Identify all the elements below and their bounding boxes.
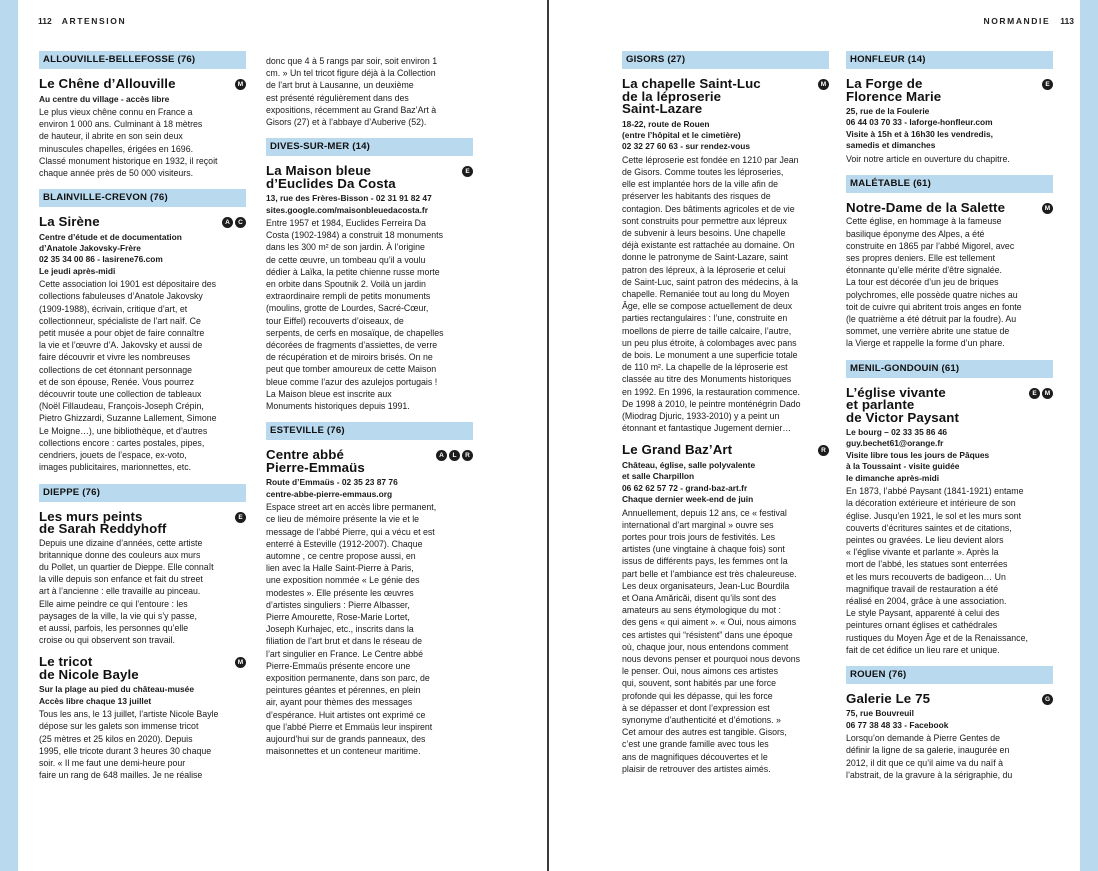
entry-title-row <box>39 216 246 229</box>
listing-entry <box>846 78 1053 165</box>
entry-practical-info: 18-22, route de Rouen (entre l’hôpital et le cimetière) 02 32 27 60 63 - sur rendez-vous <box>622 118 751 152</box>
column-1 <box>39 51 246 781</box>
right-page-header <box>983 16 1074 26</box>
category-badge-icon: E <box>462 166 473 177</box>
entry-badges <box>235 78 246 90</box>
category-badge-icon: C <box>235 217 246 228</box>
entry-badges <box>1042 78 1053 90</box>
section-heading: ESTEVILLE (76) <box>266 422 473 440</box>
section-heading: MENIL-GONDOUIN (61) <box>846 360 1053 378</box>
entry-practical-info: Le bourg – 02 33 35 86 46 guy.bechet61@orange.fr Visite libre tous les jours de Pâques à la Toussaint - visite guidée le dimanche après-midi <box>846 427 990 483</box>
book-gutter <box>547 0 549 871</box>
entry-badges <box>222 216 246 228</box>
section-heading: DIEPPE (76) <box>39 484 246 502</box>
entry-title: La chapelle Saint-Luc de la léproserie Saint-Lazare <box>622 76 761 116</box>
entry-title: Le Chêne d’Allouville <box>39 76 176 91</box>
right-running-head: NORMANDIE <box>983 16 1051 26</box>
entry-practical-info: 13, rue des Frères-Bisson - 02 31 91 82 47 sites.google.com/maisonbleuedacosta.fr <box>266 193 432 215</box>
entry-practical-info: Route d’Emmaüs - 02 35 23 87 76 centre-abbe-pierre-emmaus.org <box>266 477 398 499</box>
entry-title-row <box>622 78 829 116</box>
entry-title: Notre-Dame de la Salette <box>846 199 1006 215</box>
entry-description: Cette association loi 1901 est dépositaire des collections fabuleuses d’Anatole Jakovsky (1909-1988), écrivain, critique d’art, et collectionneur, spécialiste de l’art naïf. Ce petit musée a pour objet de faire connaître la vie et l’œuvre d’A. Jakovsky et aussi de faire découvrir et vivre les nombreuses collections de cet étonnant personnage et de son épouse, Renée. Vous pourrez découvrir toute une collection de tableaux (Noël Fillaudeau, François-Joseph Crépin, Pietro Ghizzardi, Suzanne Lallement, Simone Le Moigne…), une bibliothèque, et d’autres collections encore : cartes postales, pipes, cendriers, jouets de l’espace, ex-voto, images publicitaires, marionnettes, etc. <box>39 279 217 473</box>
listing-entry <box>39 78 246 179</box>
entry-description: Cette église, en hommage à la fameuse basilique éponyme des Alpes, a été construite en 1865 par l’abbé Migorel, avec ses propres deniers. Elle est tellement étonnante qu’elle mérite d’être signalée. La tour est décorée d’un jeu de briques polychromes, elle possède quatre niches au toit de cuivre qui abritent trois anges en fonte (le quatrième a été détruit par la foudre). Au sommet, une verrière abrite une statue de la Vierge et rappelle la forme d’un phare. <box>846 216 1022 349</box>
listing-entry <box>39 216 246 473</box>
entry-title-row <box>846 384 1053 425</box>
entry-description: En 1873, l’abbé Paysant (1841-1921) entame la décoration extérieure et intérieure de son église. Jusqu’en 1921, le sol et les murs sont couverts d’écritures saintes et de citations, peintes ou gravées. Le lieu devient alors « l’église vivante et parlante ». Après la mort de l’abbé, les statues sont enterrées et les murs recouverts de badigeon… Un magnifique travail de restauration a été réalisé en 2004, grâce à une association. Le style Paysant, apparenté à celui des peintures ornant églises et cathédrales rustiques du Moyen Âge et de la Renaissance, fait de cet édifice un lieu rare et unique. <box>846 486 1028 655</box>
category-badge-icon: A <box>436 450 447 461</box>
right-page-number: 113 <box>1060 16 1074 26</box>
entry-description: Le plus vieux chêne connu en France a environ 1 000 ans. Culminant à 18 mètres de hauteur, il abrite en son sein deux minuscules chapelles, érigées en 1696. Classé monument historique en 1932, il reçoit chaque année près de 50 000 visiteurs. <box>39 106 218 178</box>
entry-badges <box>235 656 246 668</box>
entry-badges <box>1042 202 1053 214</box>
entry-practical-info: 25, rue de la Foulerie 06 44 03 70 33 - laforge-honfleur.com Visite à 15h et à 16h30 les vendredis, samedis et dimanches <box>846 106 993 151</box>
listing-entry <box>846 384 1053 656</box>
listing-entry <box>846 199 1053 350</box>
category-badge-icon: M <box>818 79 829 90</box>
section-heading: ALLOUVILLE-BELLEFOSSE (76) <box>39 51 246 69</box>
entry-title-row <box>846 78 1053 103</box>
listing-entry <box>39 508 246 647</box>
entry-description: Espace street art en accès libre permanent, ce lieu de mémoire présente la vie et le message de l’abbé Pierre, qui a vécu et est enterré à Esteville (1912-2007). Chaque automne , ce centre propose aussi, en lien avec la Halle Saint-Pierre à Paris, une exposition nommée « Le génie des modestes ». Elle présente les œuvres d’artistes singuliers : Pierre Albasser, Pierre Amourette, Rose-Marie Lortet, Joseph Kurhajec, etc., inscrits dans la filiation de l’art brut et dans le réseau de l’art singulier en France. Le Centre abbé Pierre-Emmaüs présente encore une exposition permanente, dans son parc, de peintures géantes et pérennes, en plein air, ayant pour thèmes des messages d’espérance. Huit artistes ont exprimé ce que l’abbé Pierre et Emmaüs leur inspirent aujourd’hui sur de grands panneaux, des maisonnettes et un conteneur maritime. <box>266 502 437 757</box>
section-heading: MALÉTABLE (61) <box>846 175 1053 193</box>
entry-badges <box>818 78 829 90</box>
category-badge-icon: M <box>235 657 246 668</box>
entry-practical-info: Centre d’étude et de documentation d’Anatole Jakovsky-Frère 02 35 34 00 86 - lasirene76.com Le jeudi après-midi <box>39 231 182 276</box>
category-badge-icon: M <box>1042 203 1053 214</box>
section-heading: ROUEN (76) <box>846 666 1053 684</box>
entry-badges <box>235 511 246 523</box>
entry-title-row <box>846 199 1053 215</box>
listing-entry <box>266 165 473 412</box>
entry-title: Galerie Le 75 <box>846 690 931 706</box>
entry-title-row <box>39 656 246 681</box>
section-heading: DIVES-SUR-MER (14) <box>266 138 473 156</box>
entry-practical-info: 75, rue Bouvreuil 06 77 38 48 33 - Facebook <box>846 708 949 730</box>
column-2 <box>266 55 473 757</box>
page-edge-right <box>1080 0 1098 871</box>
entry-description: Tous les ans, le 13 juillet, l’artiste Nicole Bayle dépose sur les galets son immense tricot (25 mètres et 25 kilos en 2020). Depuis 1995, elle tricote durant 3 heures 30 chaque soir. « Il me faut une demi-heure pour faire un rang de 648 mailles. Je ne réalise <box>39 709 219 781</box>
left-page-header <box>38 16 126 26</box>
entry-badges <box>436 449 473 461</box>
category-badge-icon: M <box>235 79 246 90</box>
category-badge-icon: R <box>462 450 473 461</box>
section-heading: GISORS (27) <box>622 51 829 69</box>
entry-title-row <box>266 449 473 474</box>
entry-title-row <box>622 444 829 457</box>
category-badge-icon: E <box>1042 79 1053 90</box>
entry-practical-info: Au centre du village - accès libre <box>39 93 170 104</box>
entry-badges <box>1029 387 1053 399</box>
category-badge-icon: M <box>1042 388 1053 399</box>
entry-title: La Sirène <box>39 214 100 230</box>
listing-entry <box>266 449 473 757</box>
listing-entry <box>622 78 829 434</box>
entry-practical-info: Château, église, salle polyvalente et salle Charpillon 06 62 62 57 72 - grand-baz-art.fr Chaque dernier week-end de juin <box>622 459 756 505</box>
entry-description: Annuellement, depuis 12 ans, ce « festival international d’art marginal » ouvre ses portes pour trois jours de festivités. Les artistes (une vingtaine à chaque fois) sont issus de différents pays, les femmes ont la part belle et l’ambiance est très chaleureuse. Les deux organisateurs, Jean-Luc Bourdila et Oana Amăricăi, disent qu’ils sont des amateurs au sens étymologique du mot : des gens « qui aiment ». « Oui, nous aimons ces artistes qui “résistent” dans une époque où, chaque jour, nous entendons comment nous devons penser et pourquoi nous devons le penser. Oui, nous aimons ces artistes qui, souvent, sont habités par une force profonde qui les dépasse, qui les force à se dépasser et dont l’expression est synonyme d’authenticité et d’émotions. » Cet amour des autres est tangible. Gisors, c’est une grande famille avec tous les ans de magnifiques découvertes et le plaisir de retrouver des artistes aimés. <box>622 507 801 774</box>
page-edge-left <box>0 0 18 871</box>
entry-title: Les murs peints de Sarah Reddyhoff <box>39 508 167 536</box>
entry-badges <box>462 165 473 177</box>
entry-title: Le tricot de Nicole Bayle <box>39 654 139 682</box>
entry-description: Lorsqu’on demande à Pierre Gentes de définir la ligne de sa galerie, inaugurée en 2012, il dit que ce qu’il aime va du naïf à l’abstrait, de la gravure à la sérigraphie, du <box>846 733 1013 780</box>
entry-description: Depuis une dizaine d’années, cette artiste britannique donne des couleurs aux murs du Pollet, un quartier de Dieppe. Elle connaît la ville depuis son enfance et fait du street art à l’ancienne : elle travaille au pinceau. Elle aime peindre ce qui l’entoure : les paysages de la ville, la vie qui s’y passe, et aussi, parfois, les personnes qu’elle croise ou qui observent son travail. <box>39 537 214 646</box>
category-badge-icon: A <box>222 217 233 228</box>
left-page-number: 112 <box>38 16 52 26</box>
entry-description: Cette léproserie est fondée en 1210 par Jean de Gisors. Comme toutes les léproseries, elle est implantée hors de la ville afin de préserver les habitants des risques de contagion. Des bâtiments agricoles et de vie sont construits pour permettre aux lépreux de subvenir à leurs besoins. Une chapelle déjà existante est rattachée au domaine. On donne le patronyme de Saint-Lazare, saint patron des lépreux, à la léproserie et celui de Saint-Luc, saint patron des médecins, à la chapelle. Remaniée tout au long du Moyen Âge, elle se compose actuellement de deux parties rectangulaires : l’une, construite en moellons de pierre de taille calcaire, l’autre, un peu plus étroite, à colombages avec pans de bois. Le monument a une superficie totale de 110 m². La chapelle de la léproserie est classée au titre des Monuments historiques en 1992. En 1996, la restauration commence. De 1998 à 2010, le peintre monténégrin Dado (Miodrag Djuric, 1933-2010) y a peint un étonnant et fantastique Jugement dernier… <box>622 154 801 434</box>
entry-description: Voir notre article en ouverture du chapitre. <box>846 153 1010 164</box>
section-heading: BLAINVILLE-CREVON (76) <box>39 189 246 207</box>
entry-title-row <box>846 690 1053 706</box>
entry-title-row <box>39 78 246 91</box>
column-4 <box>846 51 1053 781</box>
entry-title: La Maison bleue d’Euclides Da Costa <box>266 163 396 191</box>
category-badge-icon: E <box>235 512 246 523</box>
entry-badges <box>818 444 829 456</box>
listing-entry <box>846 690 1053 781</box>
category-badge-icon: L <box>449 450 460 461</box>
entry-description: Entre 1957 et 1984, Euclides Ferreira Da Costa (1902-1984) a construit 18 monuments dans les 300 m² de son jardin. À l’origine de cette œuvre, un tombeau qu’il a voulu dédier à Laïka, la petite chienne russe morte en orbite dans Spoutnik 2. Voilà un jardin extraordinaire rempli de petits monuments (moulins, grotte de Lourdes, Sacré-Cœur, tour Eiffel) recouverts d’oiseaux, de serpents, de cerfs en mosaïque, de chapelles décorées de fragments d’assiettes, de verre de récupération et de miroirs brisés. On ne peut que tomber amoureux de cette Maison bleue comme l’azur des azulejos portugais ! La Maison bleue est inscrite aux Monuments historiques depuis 1991. <box>266 218 444 412</box>
entry-title-row <box>266 165 473 190</box>
left-running-head: ARTENSION <box>61 16 127 26</box>
category-badge-icon: G <box>1042 694 1053 705</box>
section-heading: HONFLEUR (14) <box>846 51 1053 69</box>
entry-title: Centre abbé Pierre-Emmaüs <box>266 447 365 475</box>
entry-title: La Forge de Florence Marie <box>846 76 942 104</box>
listing-entry <box>622 444 829 775</box>
category-badge-icon: E <box>1029 388 1040 399</box>
column-3 <box>622 51 829 775</box>
entry-title-row <box>39 508 246 536</box>
category-badge-icon: R <box>818 445 829 456</box>
continued-text: donc que 4 à 5 rangs par soir, soit environ 1 cm. » Un tel tricot figure déjà à la Collection de l’art brut à Lausanne, un deuxième est présenté régulièrement dans des expositions, récemment au Grand Baz’Art à Gisors (27) et à l’abbaye d’Auberive (52). <box>266 56 438 128</box>
entry-practical-info: Sur la plage au pied du château-musée Accès libre chaque 13 juillet <box>39 684 194 706</box>
listing-entry <box>39 656 246 781</box>
entry-title: L’église vivante et parlante de Victor Paysant <box>846 384 960 425</box>
entry-title: Le Grand Baz’Art <box>622 442 733 458</box>
entry-badges <box>1042 693 1053 705</box>
